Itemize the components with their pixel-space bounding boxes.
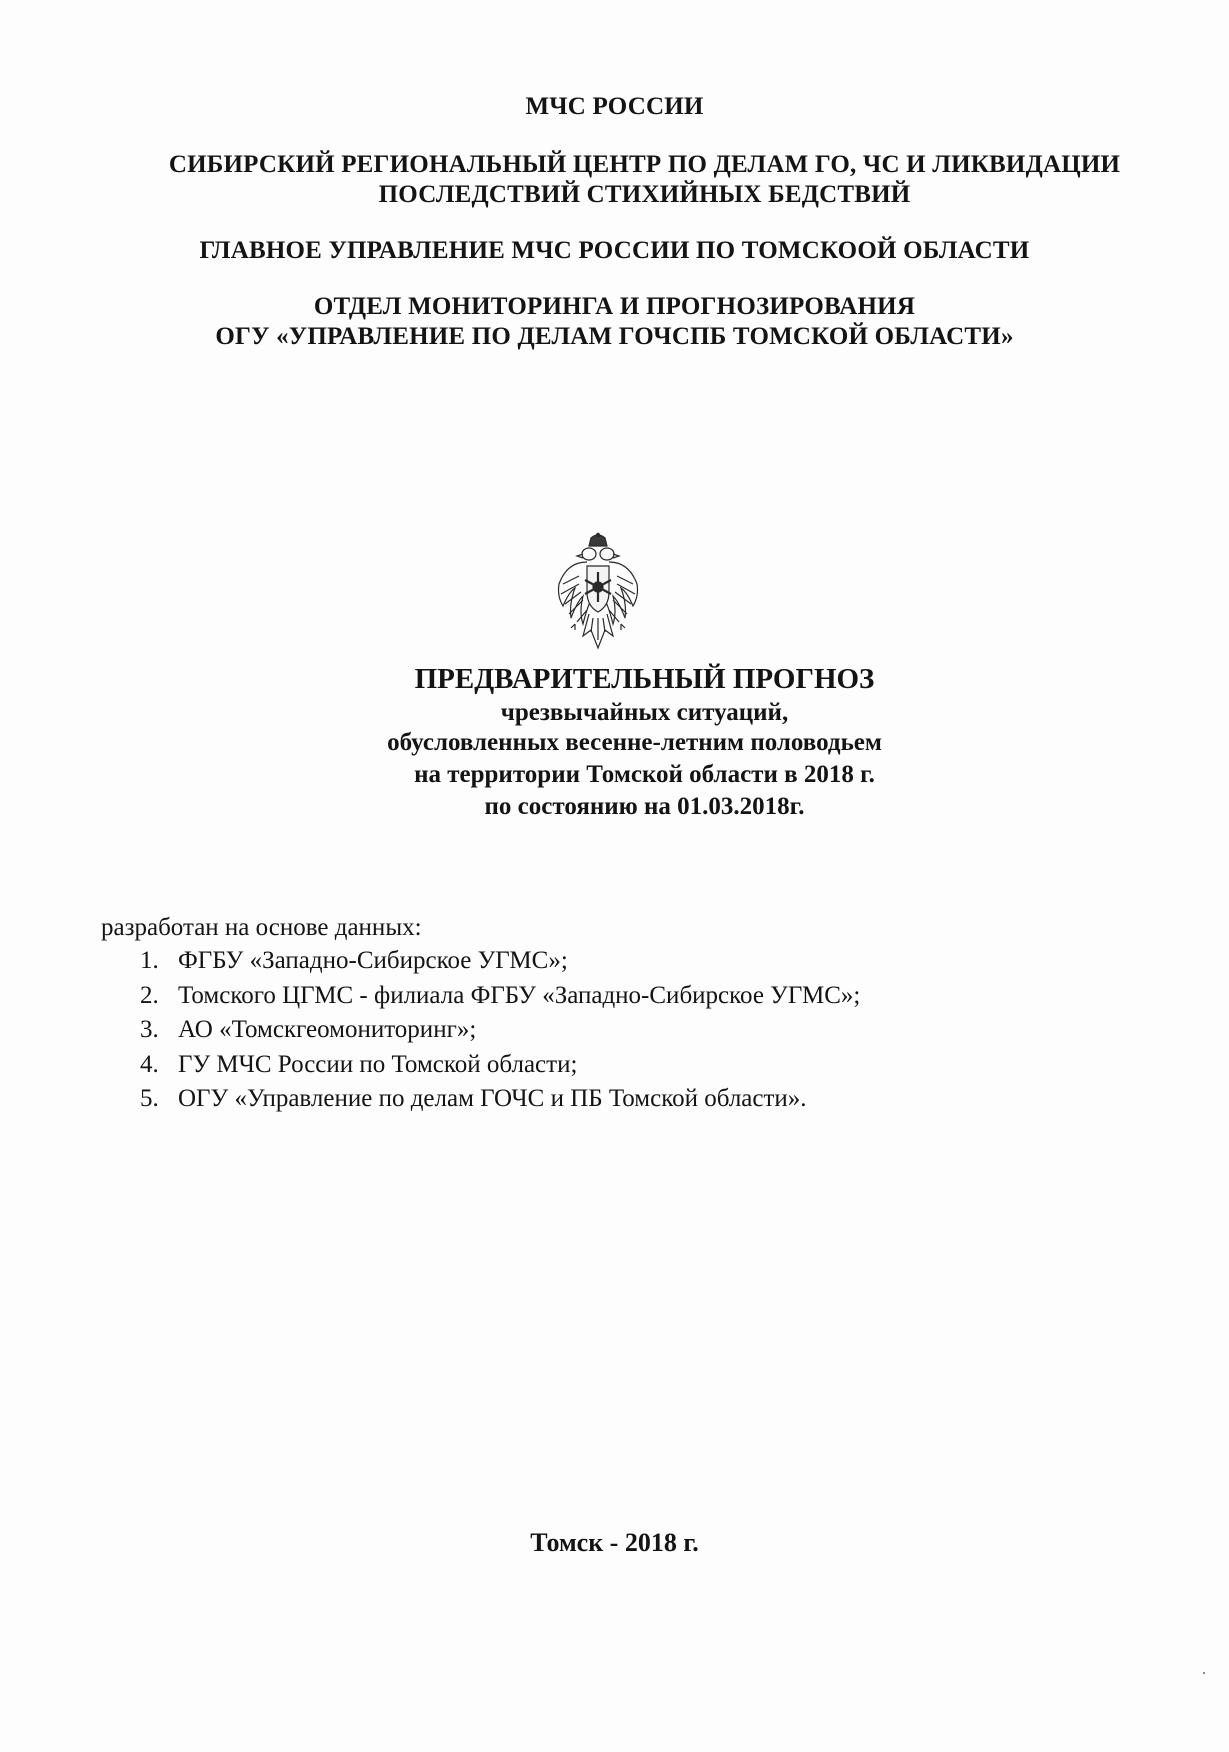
sources-list: [140, 944, 860, 1117]
regional-center-heading-line1: СИБИРСКИЙ РЕГИОНАЛЬНЫЙ ЦЕНТР ПО ДЕЛАМ ГО, ЧС И ЛИКВИДАЦИИ: [168, 151, 1121, 178]
monitoring-department-heading-line2: ОГУ «УПРАВЛЕНИЕ ПО ДЕЛАМ ГОЧСПБ ТОМСКОЙ ОБЛАСТИ»: [215, 323, 1014, 350]
list-item: [140, 1082, 860, 1117]
monitoring-department-heading-line1: ОТДЕЛ МОНИТОРИНГА И ПРОГНОЗИРОВАНИЯ: [313, 293, 916, 320]
place-year-footer: Томск - 2018 г.: [530, 1528, 699, 1557]
list-item-number: 4.: [140, 1050, 159, 1078]
regional-center-heading-line2: ПОСЛЕДСТВИЙ СТИХИЙНЫХ БЕДСТВИЙ: [378, 181, 911, 208]
main-department-heading: ГЛАВНОЕ УПРАВЛЕНИЕ МЧС РОССИИ ПО ТОМСКООЙ ОБЛАСТИ: [199, 237, 1030, 264]
list-item-number: 3.: [140, 1016, 159, 1043]
list-item-number: 2.: [140, 981, 159, 1009]
list-item-text: ГУ МЧС России по Томской области;: [178, 1050, 578, 1078]
list-item-number: 5.: [140, 1085, 159, 1112]
list-item: [140, 1048, 860, 1083]
scan-speck: [1203, 1672, 1205, 1674]
list-item: [140, 1013, 860, 1048]
list-item: [140, 944, 860, 979]
forecast-subtitle-line1: чрезвычайных ситуаций,: [500, 699, 789, 726]
list-item: [140, 979, 860, 1014]
forecast-subtitle-line3: на территории Томской области в 2018 г.: [414, 761, 875, 788]
list-item-text: АО «Томскгеомониторинг»;: [178, 1016, 477, 1043]
emchs-eagle-emblem-icon: [553, 532, 643, 662]
list-item-text: ОГУ «Управление по делам ГОЧС и ПБ Томской области».: [178, 1085, 807, 1112]
sources-intro: разработан на основе данных:: [101, 914, 422, 941]
forecast-subtitle-line4: по состоянию на 01.03.2018г.: [484, 793, 805, 820]
list-item-text: Томского ЦГМС - филиала ФГБУ «Западно-Сибирское УГМС»;: [178, 981, 861, 1009]
ministry-heading: МЧС РОССИИ: [525, 93, 704, 120]
forecast-subtitle-line2: обусловленных весенне-летним половодьем: [387, 729, 882, 756]
forecast-title: ПРЕДВАРИТЕЛЬНЫЙ ПРОГНОЗ: [414, 663, 875, 695]
list-item-number: 1.: [140, 947, 159, 974]
list-item-text: ФГБУ «Западно-Сибирское УГМС»;: [178, 947, 568, 974]
